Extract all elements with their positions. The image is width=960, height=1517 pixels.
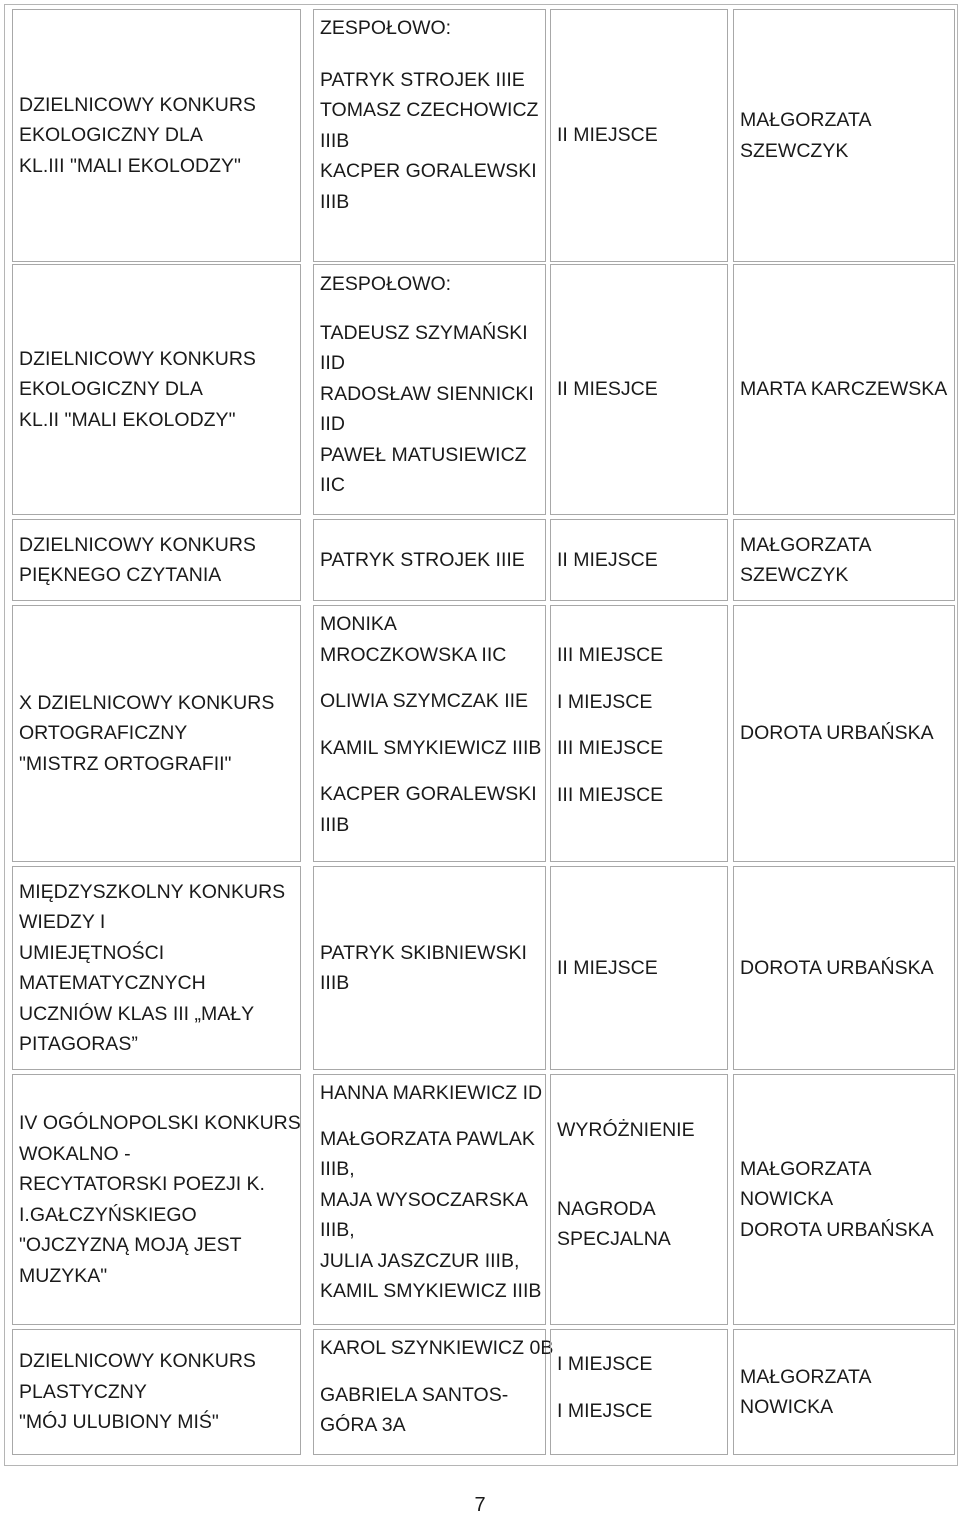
contest-line: ORTOGRAFICZNY <box>19 722 188 745</box>
row-7-place-cell <box>550 1329 728 1455</box>
participant-line: MROCZKOWSKA IIC <box>320 643 507 666</box>
page-number: 7 <box>474 1494 486 1516</box>
row-4-place-cell <box>550 605 728 862</box>
row-5-participants-cell <box>313 866 546 1070</box>
row-3-teacher-cell <box>733 519 955 601</box>
place-line: II MIEJSCE <box>557 124 658 147</box>
contest-line: PIĘKNEGO CZYTANIA <box>19 564 222 586</box>
participant-line: IIIB, <box>320 1219 355 1241</box>
contest-line: "MÓJ ULUBIONY MIŚ" <box>19 1411 219 1434</box>
contest-line: EKOLOGICZNY DLA <box>19 378 203 401</box>
participant-line: PAWEŁ MATUSIEWICZ <box>320 443 527 466</box>
participant-line: JULIA JASZCZUR IIIB, <box>320 1249 520 1272</box>
participant-line: RADOSŁAW SIENNICKI <box>320 382 534 405</box>
participant-line: IID <box>320 352 345 374</box>
contest-line: "MISTRZ ORTOGRAFII" <box>19 752 232 775</box>
place-line: SPECJALNA <box>557 1228 671 1250</box>
place-line: I MIEJSCE <box>557 1399 653 1422</box>
place-line: I MIEJSCE <box>557 690 653 713</box>
participant-line: IIC <box>320 474 345 496</box>
row-2-contest-cell <box>12 264 301 515</box>
row-3-contest-cell <box>12 519 301 601</box>
place-line: WYRÓŻNIENIE <box>557 1119 695 1141</box>
row-7-teacher-cell <box>733 1329 955 1455</box>
contest-line: DZIELNICOWY KONKURS <box>19 93 256 116</box>
row-5-teacher-cell <box>733 866 955 1070</box>
place-line: III MIEJSCE <box>557 644 664 666</box>
contest-line: DZIELNICOWY KONKURS <box>19 347 256 370</box>
participant-line: IIIB <box>320 129 350 152</box>
teacher-line: NOWICKA <box>740 1396 834 1418</box>
place-line: III MIEJSCE <box>557 737 664 759</box>
participant-line: KAMIL SMYKIEWICZ IIIB <box>320 736 542 759</box>
row-1-teacher-cell <box>733 9 955 262</box>
participant-line: KACPER GORALEWSKI <box>320 160 537 182</box>
participant-line: OLIWIA SZYMCZAK IIE <box>320 690 529 712</box>
row-7-contest-cell <box>12 1329 301 1455</box>
teacher-line: MAŁGORZATA <box>740 533 872 556</box>
contest-line: WIEDZY I <box>19 911 106 933</box>
teacher-line: DOROTA URBAŃSKA <box>740 1218 934 1241</box>
row-3-participants-cell <box>313 519 546 601</box>
contest-line: IV OGÓLNOPOLSKI KONKURS <box>19 1112 301 1134</box>
row-1-participants-cell <box>313 9 546 262</box>
row-1-contest-cell <box>12 9 301 262</box>
teacher-line: DOROTA URBAŃSKA <box>740 722 934 745</box>
place-line: II MIEJSCE <box>557 548 658 571</box>
participant-line: IIIB <box>320 972 350 994</box>
place-line: I MIEJSCE <box>557 1353 653 1375</box>
participant-line: KACPER GORALEWSKI <box>320 783 537 805</box>
participant-line: TADEUSZ SZYMAŃSKI <box>320 321 528 344</box>
row-4-contest-cell <box>12 605 301 862</box>
row-5-place-cell <box>550 866 728 1070</box>
participant-line <box>320 300 545 318</box>
place-line: III MIEJSCE <box>557 783 664 806</box>
row-7-participants-cell <box>313 1329 554 1455</box>
awards-table <box>4 4 958 1466</box>
participant-line: IIIB <box>320 813 350 836</box>
teacher-line: MAŁGORZATA <box>740 109 872 131</box>
teacher-line: NOWICKA <box>740 1188 834 1211</box>
teacher-line: DOROTA URBAŃSKA <box>740 956 934 979</box>
contest-line: PITAGORAS” <box>19 1033 138 1055</box>
participant-line: MAJA WYSOCZARSKA <box>320 1188 529 1211</box>
contest-line: WOKALNO - <box>19 1142 131 1165</box>
contest-line: MIĘDZYSZKOLNY KONKURS <box>19 880 286 903</box>
contest-line: RECYTATORSKI POEZJI K. <box>19 1173 265 1195</box>
row-6-teacher-cell <box>733 1074 955 1325</box>
participant-line: MONIKA <box>320 613 397 635</box>
contest-line: "OJCZYZNĄ MOJĄ JEST <box>19 1234 242 1256</box>
participant-line: PATRYK STROJEK IIIE <box>320 548 525 571</box>
teacher-line: SZEWCZYK <box>740 564 849 586</box>
row-5-contest-cell <box>12 866 301 1070</box>
row-4-participants-cell <box>313 605 546 862</box>
participant-line: IID <box>320 413 345 435</box>
contest-line: MUZYKA" <box>19 1264 108 1287</box>
contest-line: KL.III "MALI EKOLODZY" <box>19 154 241 177</box>
row-1-place-cell <box>550 9 728 262</box>
contest-line: DZIELNICOWY KONKURS <box>19 533 256 556</box>
participant-line: GABRIELA SANTOS- <box>320 1383 509 1406</box>
contest-line: KL.II "MALI EKOLODZY" <box>19 408 236 431</box>
contest-line: X DZIELNICOWY KONKURS <box>19 691 275 714</box>
participant-line: KAMIL SMYKIEWICZ IIIB <box>320 1280 542 1302</box>
teacher-line: SZEWCZYK <box>740 139 849 162</box>
participant-line: PATRYK STROJEK IIIE <box>320 68 525 91</box>
participant-line: IIIB, <box>320 1158 355 1180</box>
row-2-participants-cell <box>313 264 546 515</box>
contest-line: I.GAŁCZYŃSKIEGO <box>19 1203 197 1226</box>
row-6-participants-cell <box>313 1074 546 1325</box>
participant-line: ZESPOŁOWO: <box>320 273 452 295</box>
participant-line: GÓRA 3A <box>320 1414 406 1436</box>
row-2-teacher-cell <box>733 264 955 515</box>
participant-line: TOMASZ CZECHOWICZ <box>320 99 539 121</box>
teacher-line: MARTA KARCZEWSKA <box>740 378 948 401</box>
row-6-place-cell <box>550 1074 728 1325</box>
participant-line: PATRYK SKIBNIEWSKI <box>320 941 527 964</box>
contest-line: EKOLOGICZNY DLA <box>19 124 203 147</box>
row-4-teacher-cell <box>733 605 955 862</box>
participant-line: IIIB <box>320 190 350 213</box>
participant-line: MAŁGORZATA PAWLAK <box>320 1127 535 1150</box>
contest-line: MATEMATYCZNYCH <box>19 972 206 994</box>
participant-line: HANNA MARKIEWICZ ID <box>320 1082 543 1104</box>
participant-line: KAROL SZYNKIEWICZ 0B <box>320 1337 554 1359</box>
contest-line: DZIELNICOWY KONKURS <box>19 1350 256 1373</box>
row-6-contest-cell <box>12 1074 301 1325</box>
place-line: II MIEJSCE <box>557 956 658 979</box>
row-2-place-cell <box>550 264 728 515</box>
teacher-line: MAŁGORZATA <box>740 1157 872 1180</box>
contest-line: UMIEJĘTNOŚCI <box>19 941 165 964</box>
contest-line: PLASTYCZNY <box>19 1380 147 1403</box>
participant-line: ZESPOŁOWO: <box>320 17 452 39</box>
teacher-line: MAŁGORZATA <box>740 1365 872 1388</box>
place-line: II MIESJCE <box>557 378 658 401</box>
participant-line <box>320 44 545 65</box>
contest-line: UCZNIÓW KLAS III „MAŁY <box>19 1002 255 1025</box>
row-3-place-cell <box>550 519 728 601</box>
place-line: NAGRODA <box>557 1197 656 1220</box>
